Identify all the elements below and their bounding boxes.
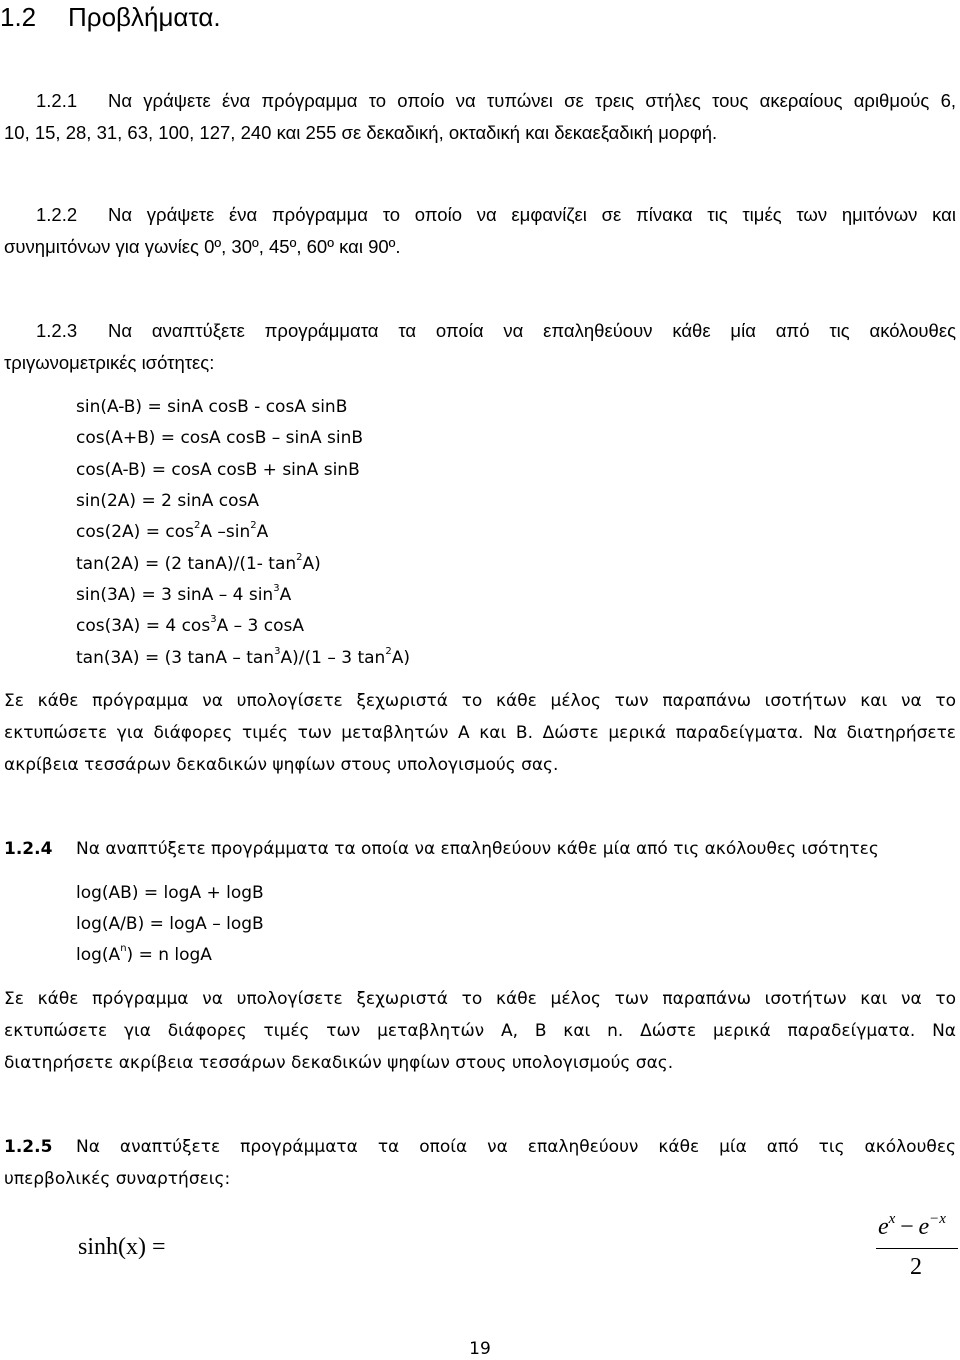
equation: tan(3A) = (3 tanA – $\tan^3A)/(1 - 3$ $\tan^2A$) — [76, 646, 410, 668]
problem-1-2-3-line1 — [4, 320, 956, 342]
section-heading — [0, 0, 221, 34]
fraction-bar — [876, 1248, 958, 1249]
formula-lhs: sinh(x) = — [78, 1234, 166, 1260]
equation: sin(A-B) = sinA cosB - cosA sinB — [76, 397, 348, 417]
equation: cos(3A) = 4 $\cos^3A - 3$ cosA — [76, 614, 304, 636]
paragraph-line: διατηρήσετε ακρίβεια τεσσάρων δεκαδικών ψηφίων στους υπολογισμούς σας. — [4, 1053, 674, 1073]
equation: log(AB) = logA + logB — [76, 883, 264, 903]
paragraph-text: Να γράψετε ένα πρόγραμμα το οποίο να εμφανίζει σε πίνακα τις τιμές των ημιτόνων και — [108, 204, 956, 225]
problem-1-2-5-line2: υπερβολικές συναρτήσεις: — [4, 1169, 231, 1189]
paragraph-text: Να αναπτύξετε προγράμματα τα οποία να επαληθεύουν κάθε μία από τις ακόλουθες — [108, 320, 956, 341]
problem-number: 1.2.3 — [36, 320, 78, 341]
paragraph-text: Να γράψετε ένα πρόγραμμα το οποίο να τυπώνει σε τρεις στήλες τους ακεραίους αριθμούς 6, — [108, 90, 956, 111]
paragraph-text: Να αναπτύξετε προγράμματα τα οποία να επαληθεύουν κάθε μία από τις ακόλουθες — [76, 1137, 956, 1157]
equation: log(A/B) = logA – logB — [76, 914, 264, 934]
paragraph-line: εκτυπώσετε για διάφορες τιμές των μεταβλητών Α, Β και n. Δώστε μερικά παραδείγματα. Να — [4, 1021, 956, 1041]
section-number: 1.2 — [0, 2, 37, 32]
paragraph-line: Σε κάθε πρόγραμμα να υπολογίσετε ξεχωριστά το κάθε μέλος των παραπάνω ισοτήτων και να το — [4, 989, 956, 1009]
formula-denominator: 2 — [910, 1254, 922, 1280]
problem-1-2-3-line2: τριγωνομετρικές ισότητες: — [4, 352, 215, 373]
equation: tan(2A) = (2 tanA)/(1- $\tan^2A$) — [76, 552, 321, 574]
paragraph-line: ακρίβεια τεσσάρων δεκαδικών ψηφίων στους υπολογισμούς σας. — [4, 755, 559, 775]
problem-number: 1.2.4 — [4, 839, 53, 859]
problem-number: 1.2.5 — [4, 1137, 53, 1157]
problem-1-2-4-line1 — [4, 838, 956, 860]
equation: sin(2A) = 2 sinA cosA — [76, 491, 259, 511]
paragraph-text: Να αναπτύξετε προγράμματα τα οποία να επαληθεύουν κάθε μία από τις ακόλουθες ισότητες — [76, 839, 879, 859]
equation: cos(A+B) = cosA cosB – sinA sinB — [76, 428, 364, 448]
problem-number: 1.2.1 — [36, 90, 78, 111]
problem-number: 1.2.2 — [36, 204, 78, 225]
equation: sin(3A) = 3 sinA – 4 $\sin^3A$ — [76, 583, 292, 605]
paragraph-line: Σε κάθε πρόγραμμα να υπολογίσετε ξεχωριστά το κάθε μέλος των παραπάνω ισοτήτων και να το — [4, 691, 956, 711]
problem-1-2-5-line1 — [4, 1136, 956, 1158]
section-title: Προβλήματα. — [68, 2, 221, 32]
problem-1-2-2-line1 — [4, 204, 956, 226]
formula-numerator: $e^x - e^{-x}$ — [878, 1211, 946, 1240]
problem-1-2-2-line2: συνημιτόνων για γωνίες 0º, 30º, 45º, 60º και 90º. — [4, 236, 401, 257]
problem-1-2-1-line2: 10, 15, 28, 31, 63, 100, 127, 240 και 255 σε δεκαδική, οκταδική και δεκαεξαδική μορφή. — [4, 122, 718, 143]
paragraph-line: εκτυπώσετε για διάφορες τιμές των μεταβλητών Α και Β. Δώστε μερικά παραδείγματα. Να διατηρήσετε — [4, 723, 956, 743]
equation: $\cos(2A) = \cos^2A$ $-\sin^2A$ — [76, 520, 269, 542]
equation: cos(A-B) = cosA cosB + sinA sinB — [76, 460, 360, 480]
equation: $\log(A^n) = n$ logA — [76, 943, 212, 965]
problem-1-2-1-line1 — [4, 90, 956, 112]
page-number: 19 — [469, 1339, 491, 1359]
